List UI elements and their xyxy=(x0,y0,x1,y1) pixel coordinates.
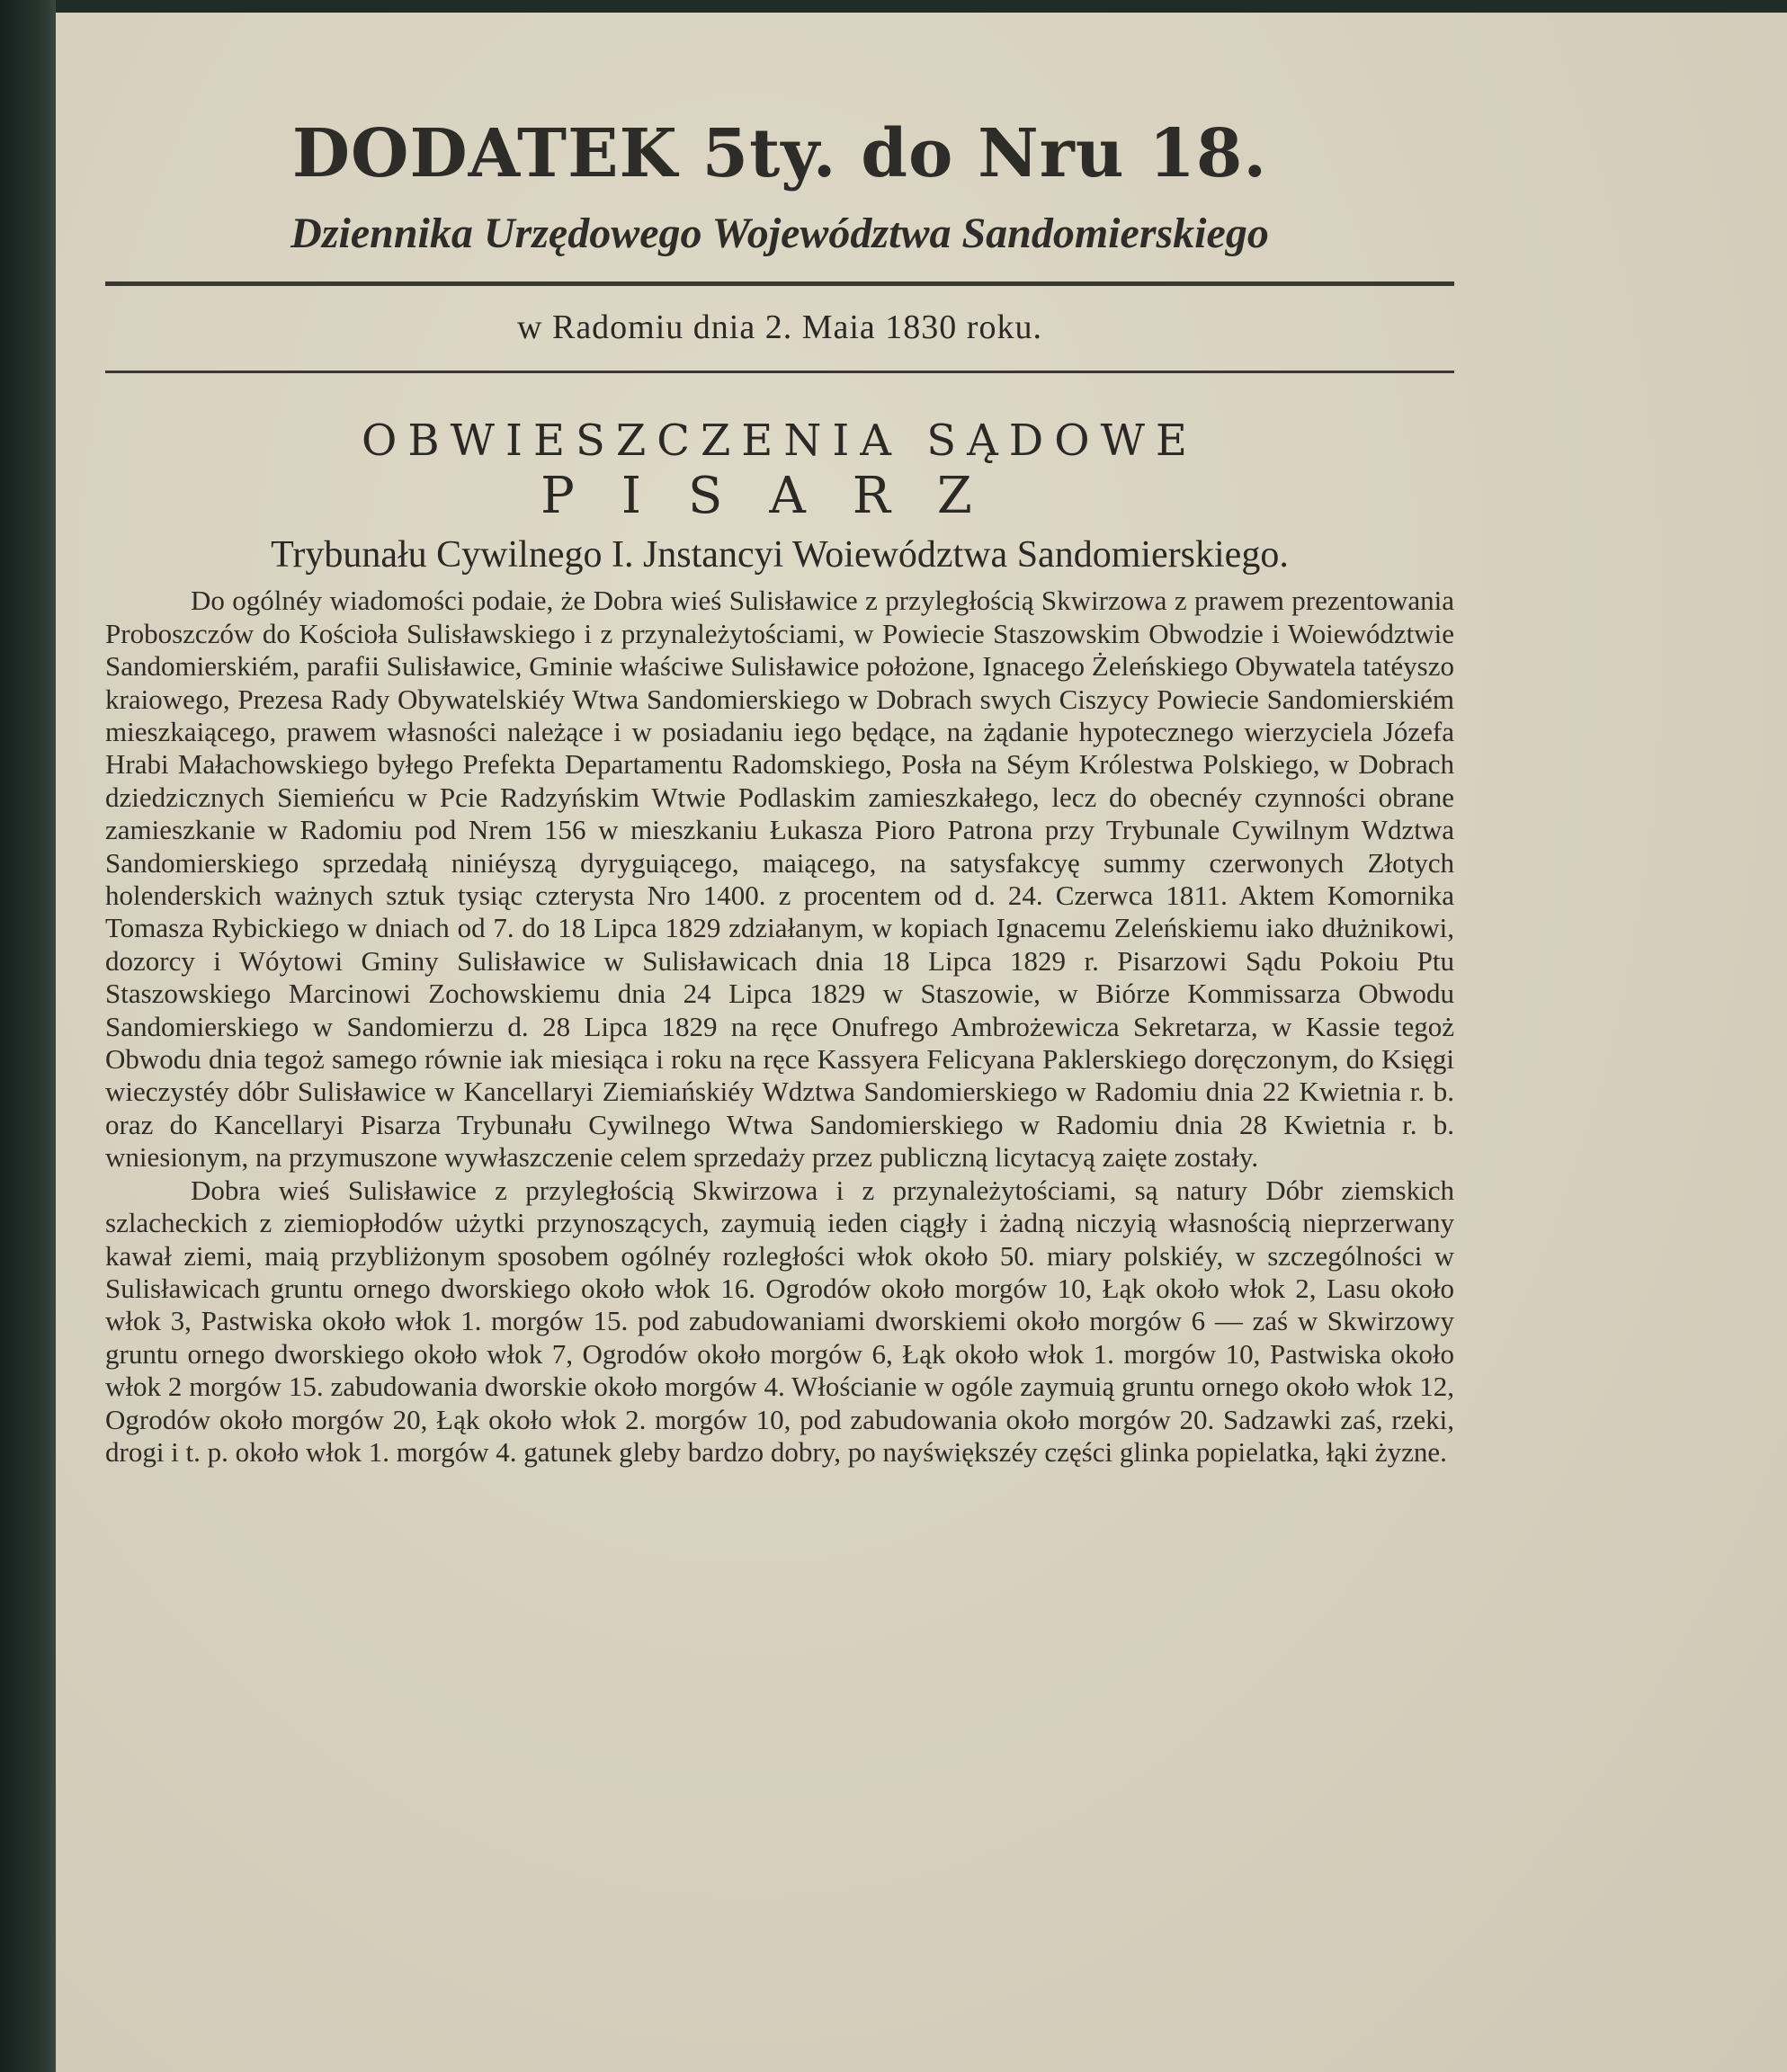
dateline: w Radomiu dnia 2. Maia 1830 roku. xyxy=(517,308,1042,346)
header-rule-bottom xyxy=(105,371,1454,373)
section-title: OBWIESZCZENIA SĄDOWE xyxy=(362,415,1198,466)
header-rule-top xyxy=(105,281,1454,286)
document-page xyxy=(56,13,1787,2072)
tribunal-heading: Trybunału Cywilnego I. Jnstancyi Woiewództwa Sandomierskiego. xyxy=(271,533,1289,576)
notice-paragraph-1: Do ogólnéy wiadomości podaie, że Dobra wieś Sulisławice z przyległością Skwirzowa z prawem prezentowania Proboszczów do Kościoła Sulisławskiego i z przynależytościami, w Powiecie Staszowskim Obwodzie i Woiewództwie Sandomierskiém, parafii Sulisławice, Gminie właściwe Sulisławice położone, Ignacego Żeleńskiego Obywatela tatéyszo kraiowego, Prezesa Rady Obywatelskiéy Wtwa Sandomierskiego w Dobrach swych Ciszycy Powiecie Sandomierskiém mieszkaiącego, prawem własności należące i w posiadaniu iego będące, na żądanie hypotecznego wierzyciela Józefa Hrabi Małachowskiego byłego Prefekta Departamentu Radomskiego, Posła na Séym Królestwa Polskiego, w Dobrach dziedzicznych Siemieńcu w Pcie Radzyńskim Wtwie Podlaskim zamieszkałego, lecz do obecnéy czynności obrane zamieszkanie w Radomiu pod Nrem 156 w mieszkaniu Łukasza Pioro Patrona przy Trybunale Cywilnym Wdztwa Sandomierskiego sprzedałą niniéyszą dyryguiącego, maiącego, na satysfakcyę summy czerwonych Złotych holenderskich ważnych sztuk tysiąc czterysta Nro 1400. z procentem od d. 24. Czerwca 1811. Aktem Komornika Tomasza Rybickiego w dniach od 7. do 18 Lipca 1829 zdziałanym, w kopiach Ignacemu Zeleńskiemu iako dłużnikowi, dozorcy i Wóytowi Gminy Sulisławice w Sulisławicach dnia 18 Lipca 1829 r. Pisarzowi Sądu Pokoiu Ptu Staszowskiego Marcinowi Zochowskiemu dnia 24 Lipca 1829 w Staszowie, w Biórze Kommissarza Obwodu Sandomierskiego w Sandomierzu d. 28 Lipca 1829 na ręce Onufrego Ambrożewicza Sekretarza, w Kassie tegoż Obwodu dnia tegoż samego równie iak miesiąca i roku na ręce Kassyera Felicyana Paklerskiego doręczonym, do Księgi wieczystéy dóbr Sulisławice w Kancellaryi Ziemiańskiéy Wdztwa Sandomierskiego w Radomiu dnia 22 Kwietnia r. b. oraz do Kancellaryi Pisarza Trybunału Cywilnego Wtwa Sandomierskiego w Radomiu dnia 28 Kwietnia r. b. wniesionym, na przymuszone wywłaszczenie celem sprzedaży przez publiczną licytacyą zaięte zostały. xyxy=(105,585,1454,1174)
page-title: DODATEK 5ty. do Nru 18. xyxy=(291,115,1268,192)
page-content xyxy=(105,115,1454,1469)
notice-paragraph-2: Dobra wieś Sulisławice z przyległością Skwirzowa i z przynależytościami, są natury Dóbr ziemskich szlacheckich z ziemiopłodów użytki przynoszących, zaymuią ieden ciągły i żadną niczyią własnością nieprzerwany kawał ziemi, maią przybliżonym sposobem ogólnéy rozległości włok około 50. miary polskiéy, w szczególności w Sulisławicach gruntu ornego dworskiego około włok 16. Ogrodów około morgów 10, Łąk około włok 2, Lasu około włok 3, Pastwiska około włok 1. morgów 15. pod zabudowaniami dworskiemi około morgów 6 — zaś w Skwirzowy gruntu ornego dworskiego około włok 7, Ogrodów około morgów 6, Łąk około włok 1. morgów 10, Pastwiska około włok 2 morgów 15. zabudowania dworskie około morgów 4. Włościanie w ogóle zaymuią gruntu ornego około włok 12, Ogrodów około morgów 20, Łąk około włok 2. morgów 10, pod zabudowania około morgów 20. Sadzawki zaś, rzeki, drogi i t. p. około włok 1. morgów 4. gatunek gleby bardzo dobry, po nayświększéy części glinka popielatka, łąki żyzne. xyxy=(105,1174,1454,1468)
journal-subtitle: Dziennika Urzędowego Województwa Sandomierskiego xyxy=(290,210,1269,257)
book-spine xyxy=(0,0,56,2072)
office-title: PISARZ xyxy=(541,467,1019,526)
